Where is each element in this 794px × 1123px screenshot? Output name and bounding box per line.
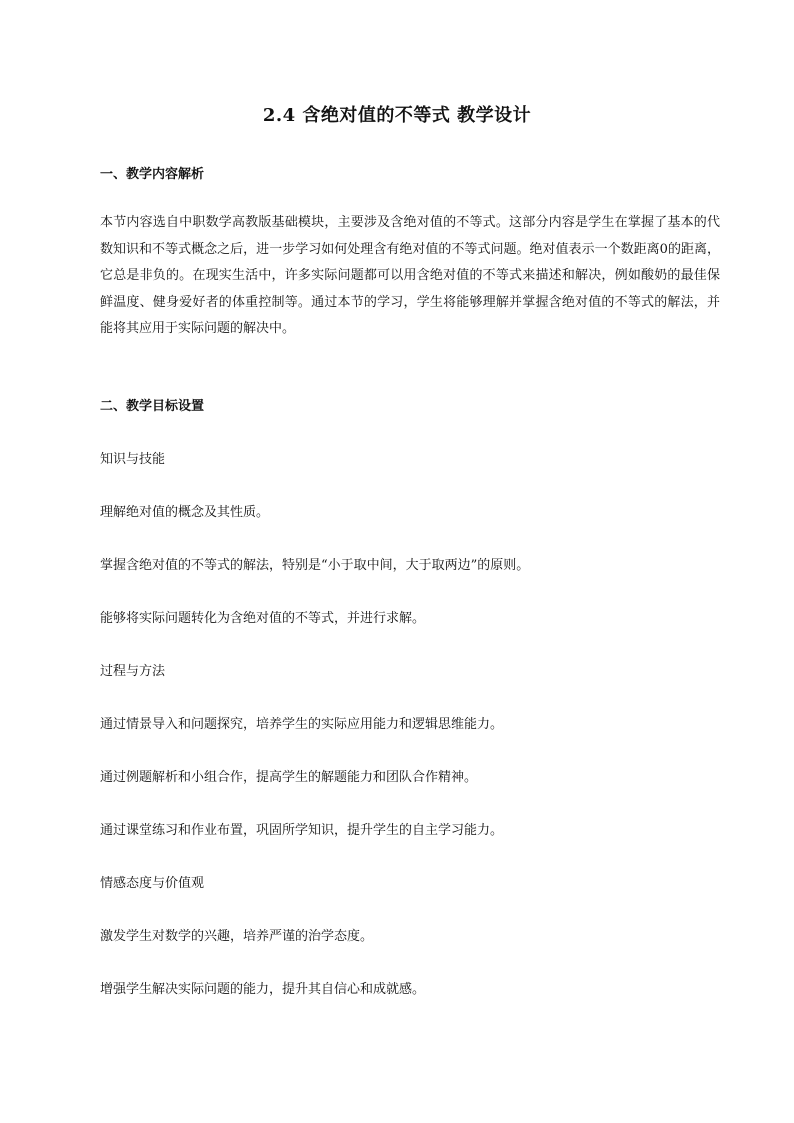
goal-subheading-process-method: 过程与方法 <box>100 664 166 679</box>
section-heading-teaching-goals: 二、教学目标设置 <box>100 399 205 414</box>
goal-line: 掌握含绝对值的不等式的解法，特别是“小于取中间，大于取两边”的原则。 <box>100 558 530 573</box>
goal-line: 通过情景导入和问题探究，培养学生的实际应用能力和逻辑思维能力。 <box>100 717 504 732</box>
goal-subheading-knowledge-skills: 知识与技能 <box>100 452 166 467</box>
document-title: 2.4 含绝对值的不等式 教学设计 <box>262 105 532 126</box>
goal-subheading-attitude-values: 情感态度与价值观 <box>100 876 205 891</box>
goal-line: 通过课堂练习和作业布置，巩固所学知识，提升学生的自主学习能力。 <box>100 823 504 838</box>
goal-line: 能够将实际问题转化为含绝对值的不等式，并进行求解。 <box>100 611 426 626</box>
section-paragraph-content-analysis: 本节内容选自中职数学高教版基础模块，主要涉及含绝对值的不等式。这部分内容是学生在掌握了基本的代数知识和不等式概念之后，进一步学习如何处理含有绝对值的不等式问题。绝对值表示一个数距离0的距离，它总是非负的。在现实生活中，许多实际问题都可以用含绝对值的不等式来描述和解决，例如酸奶的最佳保鲜温度、健身爱好者的体重控制等。通过本节的学习，学生将能够理解并掌握含绝对值的不等式的解法，并能将其应用于实际问题的解决中。 <box>100 215 720 336</box>
goal-line: 激发学生对数学的兴趣，培养严谨的治学态度。 <box>100 929 374 944</box>
section-heading-content-analysis: 一、教学内容解析 <box>100 167 205 182</box>
goal-line: 增强学生解决实际问题的能力，提升其自信心和成就感。 <box>100 982 426 997</box>
goal-line: 理解绝对值的概念及其性质。 <box>100 505 270 520</box>
goal-line: 通过例题解析和小组合作，提高学生的解题能力和团队合作精神。 <box>100 770 478 785</box>
